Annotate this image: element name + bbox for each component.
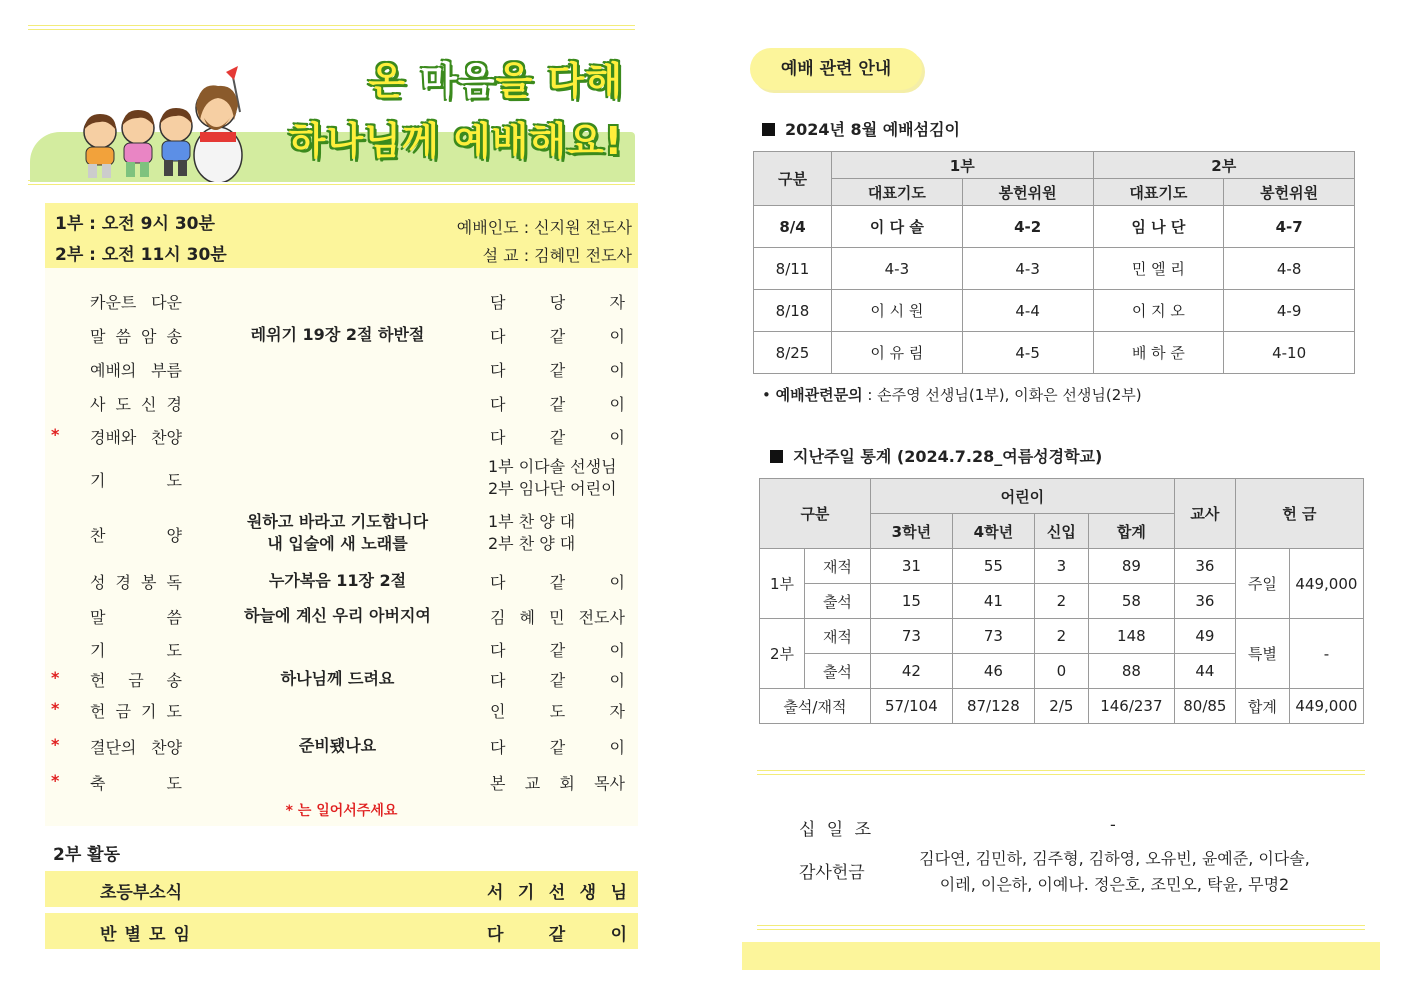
order-item-name: 결단의 찬양: [90, 738, 182, 757]
offering-special-label: 특별: [1235, 619, 1289, 689]
stats-cell: 44: [1174, 654, 1235, 689]
activity-person: 다 같 이: [487, 925, 627, 945]
stand-star-icon: *: [51, 668, 60, 687]
stats-cell: 73: [870, 619, 952, 654]
stats-cell: 87/128: [952, 689, 1034, 724]
order-item-person: 김 혜 민 전도사: [490, 608, 625, 627]
notice-pill: 예배 관련 안내: [750, 48, 922, 90]
stats-cell: 55: [952, 549, 1034, 584]
inquiry-text: : 손주영 선생님(1부), 이화은 선생님(2부): [862, 386, 1142, 404]
header-prayer: 대표기도: [1093, 179, 1224, 206]
second-service-time: 2부 : 오전 11시 30분: [55, 245, 227, 265]
inquiry-label: 예배관련문의: [775, 386, 863, 404]
stats-cell: 89: [1088, 549, 1174, 584]
stats-section-title: 지난주일 통계 (2024.7.28_여름성경학교): [770, 444, 1102, 467]
offering-sunday-value: 449,000: [1289, 549, 1363, 619]
serve-table-body: [754, 206, 1355, 374]
order-item-name: 기 도: [90, 471, 182, 490]
serve-cell-p1-prayer: 4-3: [832, 248, 963, 290]
order-item-person: 다 같 이: [490, 395, 625, 414]
stats-cell: 15: [870, 584, 952, 619]
divider-top-left: [28, 25, 635, 30]
stats-attended-label: 출석: [805, 654, 871, 689]
activity-row: [45, 871, 638, 907]
hero-title-line2: 하나님께 예배해요!: [288, 119, 623, 163]
stats-header-grade3: 3학년: [870, 514, 952, 549]
service-preacher: 설 교 : 김혜민 전도사: [482, 246, 632, 265]
header-offering: 봉헌위원: [962, 179, 1093, 206]
serve-cell-p2-offering: 4-9: [1224, 290, 1355, 332]
serve-cell-date: 8/4: [754, 206, 832, 248]
tithe-label: 십 일 조: [799, 820, 871, 840]
stats-cell: 57/104: [870, 689, 952, 724]
serve-cell-p1-offering: 4-3: [962, 248, 1093, 290]
stats-cell: 88: [1088, 654, 1174, 689]
stats-cell: 58: [1088, 584, 1174, 619]
stats-cell: 0: [1034, 654, 1088, 689]
divider-right-low: [757, 925, 1365, 930]
stats-header-grade4: 4학년: [952, 514, 1034, 549]
order-item-person: 본 교 회 목사: [490, 774, 625, 793]
order-item-name: 성 경 봉 독: [90, 573, 182, 592]
divider-right-mid: [757, 770, 1365, 775]
header-part1: 1부: [832, 152, 1094, 179]
header-prayer: 대표기도: [832, 179, 963, 206]
order-item-name: 축 도: [90, 774, 182, 793]
thanks-names: 김다연, 김민하, 김주형, 김하영, 오유빈, 윤예준, 이다솔, 이레, 이은하, 이예나. 정은호, 조민오, 탁윤, 무명2: [919, 849, 1310, 894]
bottom-band: [742, 942, 1380, 970]
order-item-content: 레위기 19장 2절 하반절: [250, 325, 425, 344]
service-time-band: [45, 203, 638, 268]
order-item-name: 말 씀 암 송: [90, 327, 182, 346]
serve-row: [754, 332, 1355, 374]
serve-cell-p1-offering: 4-2: [962, 206, 1093, 248]
stats-cell: 49: [1174, 619, 1235, 654]
stats-header-sum: 합계: [1088, 514, 1174, 549]
stats-part1-label: 1부: [760, 549, 805, 619]
serve-row: [754, 290, 1355, 332]
stats-cell: 31: [870, 549, 952, 584]
serve-row: [754, 248, 1355, 290]
serve-cell-p1-prayer: 이 유 림: [832, 332, 963, 374]
hero-banner: [30, 40, 635, 182]
order-item-content: 누가복음 11장 2절: [268, 571, 407, 590]
offering-sunday-label: 주일: [1235, 549, 1289, 619]
serve-cell-p2-prayer: 민 엘 리: [1093, 248, 1224, 290]
stats-cell: 3: [1034, 549, 1088, 584]
serve-cell-p1-offering: 4-4: [962, 290, 1093, 332]
order-item-content: 준비됐나요: [298, 736, 377, 755]
order-item-person: 다 같 이: [490, 428, 625, 447]
order-item-name: 헌 금 송: [90, 671, 182, 690]
order-item-name: 말 씀: [90, 608, 182, 627]
serve-cell-p2-offering: 4-10: [1224, 332, 1355, 374]
thanks-label: 감사헌금: [799, 863, 865, 883]
stand-star-icon: *: [51, 771, 60, 790]
serve-cell-p2-offering: 4-7: [1224, 206, 1355, 248]
stats-header-division: 구분: [760, 479, 871, 549]
stats-cell: 2: [1034, 619, 1088, 654]
order-item-name: 경배와 찬양: [90, 428, 182, 447]
stats-cell: 46: [952, 654, 1034, 689]
stats-cell: 41: [952, 584, 1034, 619]
stand-note: * 는 일어서주세요: [285, 803, 398, 819]
offering-total-value: 449,000: [1289, 689, 1363, 724]
order-item-person: 담 당 자: [490, 293, 625, 312]
serve-section-title: 2024년 8월 예배섬김이: [762, 117, 960, 140]
hero-title-line1: 온 마음을 다해: [368, 59, 623, 103]
stats-cell: 146/237: [1088, 689, 1174, 724]
order-item-name: 헌 금 기 도: [90, 702, 182, 721]
activities-title: 2부 활동: [53, 845, 121, 865]
service-leader: 예배인도 : 신지원 전도사: [456, 218, 632, 237]
order-item-person: 다 같 이: [490, 327, 625, 346]
stats-cell: 36: [1174, 549, 1235, 584]
serve-cell-p2-prayer: 임 나 단: [1093, 206, 1224, 248]
serve-cell-p1-prayer: 이 다 솔: [832, 206, 963, 248]
order-item-person: 다 같 이: [490, 738, 625, 757]
order-item-content: 하나님께 드려요: [280, 669, 395, 688]
serve-cell-p2-prayer: 이 지 오: [1093, 290, 1224, 332]
activity-name: 초등부소식: [100, 883, 183, 903]
order-item-person: 다 같 이: [490, 641, 625, 660]
order-item-person: 1부 찬 양 대 2부 찬 양 대: [488, 512, 576, 553]
order-item-person: 1부 이다솔 선생님 2부 임나단 어린이: [488, 457, 617, 498]
stats-header-offering: 헌 금: [1235, 479, 1363, 549]
stats-attended-label: 출석: [805, 584, 871, 619]
stats-enrolled-label: 재적: [805, 549, 871, 584]
stats-cell: 80/85: [1174, 689, 1235, 724]
order-item-name: 카운트 다운: [90, 293, 182, 312]
serve-table: [753, 151, 1355, 374]
first-service-time: 1부 : 오전 9시 30분: [55, 214, 215, 234]
serve-cell-p2-prayer: 배 하 준: [1093, 332, 1224, 374]
serve-cell-date: 8/11: [754, 248, 832, 290]
stats-header-new: 신입: [1034, 514, 1088, 549]
stats-header-teacher: 교사: [1174, 479, 1235, 549]
order-item-person: 다 같 이: [490, 361, 625, 380]
activity-row: [45, 913, 638, 949]
header-offering: 봉헌위원: [1224, 179, 1355, 206]
order-item-name: 찬 양: [90, 526, 182, 545]
stand-star-icon: *: [51, 735, 60, 754]
children-and-jesus-illustration: [50, 40, 280, 182]
stats-cell: 36: [1174, 584, 1235, 619]
header-division: 구분: [754, 152, 832, 206]
stats-enrolled-label: 재적: [805, 619, 871, 654]
order-item-name: 사 도 신 경: [90, 395, 182, 414]
serve-cell-p1-offering: 4-5: [962, 332, 1093, 374]
order-item-person: 다 같 이: [490, 671, 625, 690]
order-item-person: 다 같 이: [490, 573, 625, 592]
stand-star-icon: *: [51, 425, 60, 444]
serve-cell-p1-prayer: 이 시 원: [832, 290, 963, 332]
stats-cell: 148: [1088, 619, 1174, 654]
offering-special-value: -: [1289, 619, 1363, 689]
serve-cell-date: 8/25: [754, 332, 832, 374]
stats-ratio-label: 출석/재적: [760, 689, 871, 724]
inquiry-line: • 예배관련문의 : 손주영 선생님(1부), 이화은 선생님(2부): [762, 386, 1142, 404]
order-item-content: 원하고 바라고 기도합니다 내 입술에 새 노래를: [246, 512, 429, 553]
activity-person: 서 기 선 생 님: [487, 883, 627, 903]
square-bullet-icon: [770, 450, 783, 463]
serve-row: [754, 206, 1355, 248]
stats-cell: 2: [1034, 584, 1088, 619]
order-item-name: 기 도: [90, 641, 182, 660]
stand-star-icon: *: [51, 699, 60, 718]
order-item-person: 인 도 자: [490, 702, 625, 721]
stats-cell: 73: [952, 619, 1034, 654]
offering-total-label: 합계: [1235, 689, 1289, 724]
order-item-content: 하늘에 계신 우리 아버지여: [244, 606, 431, 625]
serve-cell-date: 8/18: [754, 290, 832, 332]
order-item-name: 예배의 부름: [90, 361, 182, 380]
stats-header-children: 어린이: [870, 479, 1174, 514]
stats-part2-label: 2부: [760, 619, 805, 689]
stats-cell: 42: [870, 654, 952, 689]
stats-cell: 2/5: [1034, 689, 1088, 724]
stats-table: [759, 478, 1364, 724]
activity-name: 반 별 모 임: [100, 925, 190, 945]
header-part2: 2부: [1093, 152, 1355, 179]
serve-cell-p2-offering: 4-8: [1224, 248, 1355, 290]
tithe-value: -: [1110, 815, 1116, 834]
square-bullet-icon: [762, 123, 775, 136]
